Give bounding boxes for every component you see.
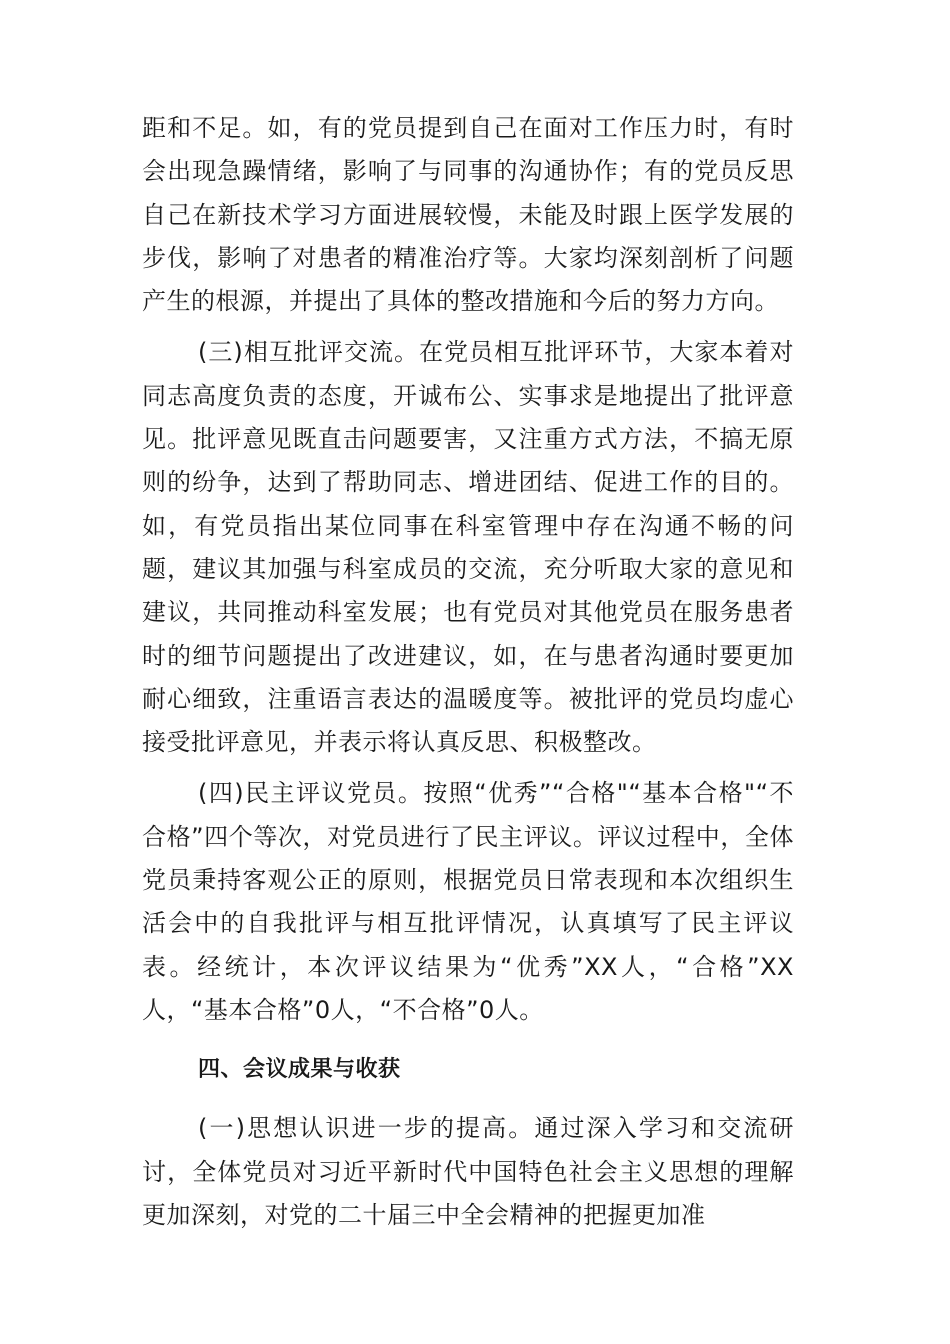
paragraph-continued: 距和不足。如，有的党员提到自己在面对工作压力时，有时会出现急躁情绪，影响了与同事的沟通协作；有的党员反思自己在新技术学习方面进展较慢，未能及时跟上医学发展的步伐，影响了对患者的精准治疗等。大家均深刻剖析了问题产生的根源，并提出了具体的整改措施和今后的努力方向。 <box>142 114 794 316</box>
section-heading: 四、会议成果与收获 <box>198 1057 401 1083</box>
paragraph-mutual-criticism: (三)相互批评交流。在党员相互批评环节，大家本着对同志高度负责的态度，开诚布公、实事求是地提出了批评意见。批评意见既直击问题要害，又注重方式方法，不搞无原则的纷争，达到了帮助同志、增进团结、促进工作的目的。如，有党员指出某位同事在科室管理中存在沟通不畅的问题，建议其加强与科室成员的交流，充分听取大家的意见和建议，共同推动科室发展；也有党员对其他党员在服务患者时的细节问题提出了改进建议，如，在与患者沟通时要更加耐心细致，注重语言表达的温暖度等。被批评的党员均虚心接受批评意见，并表示将认真反思、积极整改。 <box>142 338 794 757</box>
paragraph-outcomes-1: (一)思想认识进一步的提高。通过深入学习和交流研讨，全体党员对习近平新时代中国特色社会主义思想的理解更加深刻，对党的二十届三中全会精神的把握更加准 <box>142 1114 794 1229</box>
document-page <box>142 107 794 1237</box>
paragraph-democratic-evaluation: (四)民主评议党员。按照“优秀”“合格"“基本合格"“不合格”四个等次，对党员进行了民主评议。评议过程中，全体党员秉持客观公正的原则，根据党员日常表现和本次组织生活会中的自我批评与相互批评情况，认真填写了民主评议表。经统计，本次评议结果为“优秀”XX人，“合格”XX人，“基本合格”0人，“不合格”0人。 <box>142 779 794 1024</box>
